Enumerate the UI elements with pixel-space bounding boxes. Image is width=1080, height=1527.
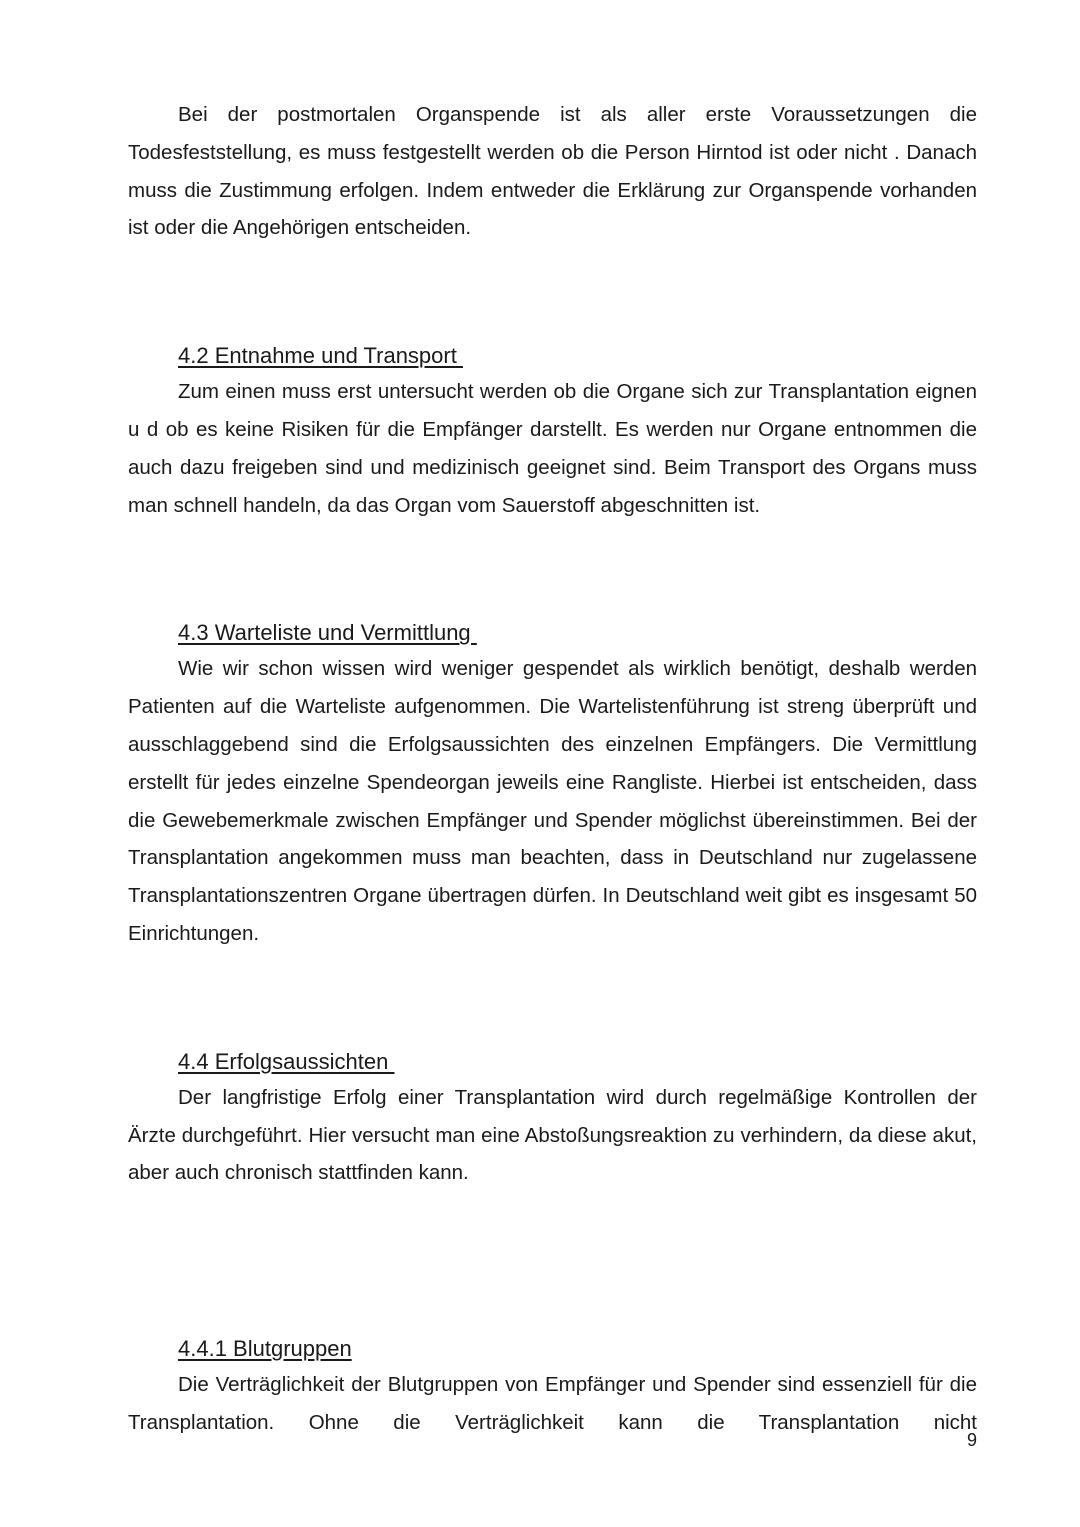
- section-spacer: [128, 247, 977, 339]
- section-entnahme-transport: [128, 339, 977, 524]
- section-spacer: [128, 953, 977, 1045]
- intro-paragraph: Bei der postmortalen Organspende ist als aller erste Voraussetzungen die Todesfeststellung, es muss festgestellt werden ob die Person Hirntod ist oder nicht . Danach muss die Zustimmung erfolgen. Indem entweder die Erklärung zur Organspende vorhanden ist oder die Angehörigen entscheiden.: [128, 103, 977, 240]
- section-heading: [178, 339, 977, 373]
- section-heading-text: 4.4 Erfolgsaussichten: [178, 1048, 395, 1074]
- section-heading-text: 4.3 Warteliste und Vermittlung: [178, 620, 477, 646]
- section-paragraph: Zum einen muss erst untersucht werden ob die Organe sich zur Transplantation eignen u d ob es keine Risiken für die Empfänger darstellt. Es werden nur Organe entnommen die auch dazu freigeben sind und medizinisch geeignet sind. Beim Transport des Organs muss man schnell handeln, da das Organ vom Sauerstoff abgeschnitten ist.: [128, 380, 977, 517]
- section-heading: [178, 1332, 977, 1366]
- section-heading-text: 4.4.1 Blutgruppen: [178, 1336, 352, 1362]
- section-spacer: [128, 524, 977, 616]
- section-heading: [178, 616, 977, 650]
- section-heading-text: 4.2 Entnahme und Transport: [178, 343, 463, 369]
- section-spacer: [128, 1192, 977, 1332]
- section-warteliste-vermittlung: [128, 616, 977, 952]
- section-paragraph: Die Verträglichkeit der Blutgruppen von Empfänger und Spender sind essenziell für die Transplantation. Ohne die Verträglichkeit kann die Transplantation nicht: [128, 1373, 977, 1434]
- document-page: [128, 96, 977, 1442]
- section-erfolgsaussichten: [128, 1045, 977, 1192]
- page-number: 9: [966, 1430, 977, 1450]
- section-paragraph: Wie wir schon wissen wird weniger gespendet als wirklich benötigt, deshalb werden Patienten auf die Warteliste aufgenommen. Die Wartelistenführung ist streng überprüft und ausschlaggebend sind die Erfolgsaussichten des einzelnen Empfängers. Die Vermittlung erstellt für jedes einzelne Spendeorgan jeweils eine Rangliste. Hierbei ist entscheiden, dass die Gewebemerkmale zwischen Empfänger und Spender möglichst übereinstimmen. Bei der Transplantation angekommen muss man beachten, dass in Deutschland nur zugelassene Transplantationszentren Organe übertragen dürfen. In Deutschland weit gibt es insgesamt 50 Einrichtungen.: [128, 657, 977, 945]
- section-paragraph: Der langfristige Erfolg einer Transplantation wird durch regelmäßige Kontrollen der Ärzte durchgeführt. Hier versucht man eine Abstoßungsreaktion zu verhindern, da diese akut, aber auch chronisch stattfinden kann.: [128, 1085, 977, 1185]
- section-heading: [178, 1045, 977, 1079]
- section-blutgruppen: [128, 1332, 977, 1442]
